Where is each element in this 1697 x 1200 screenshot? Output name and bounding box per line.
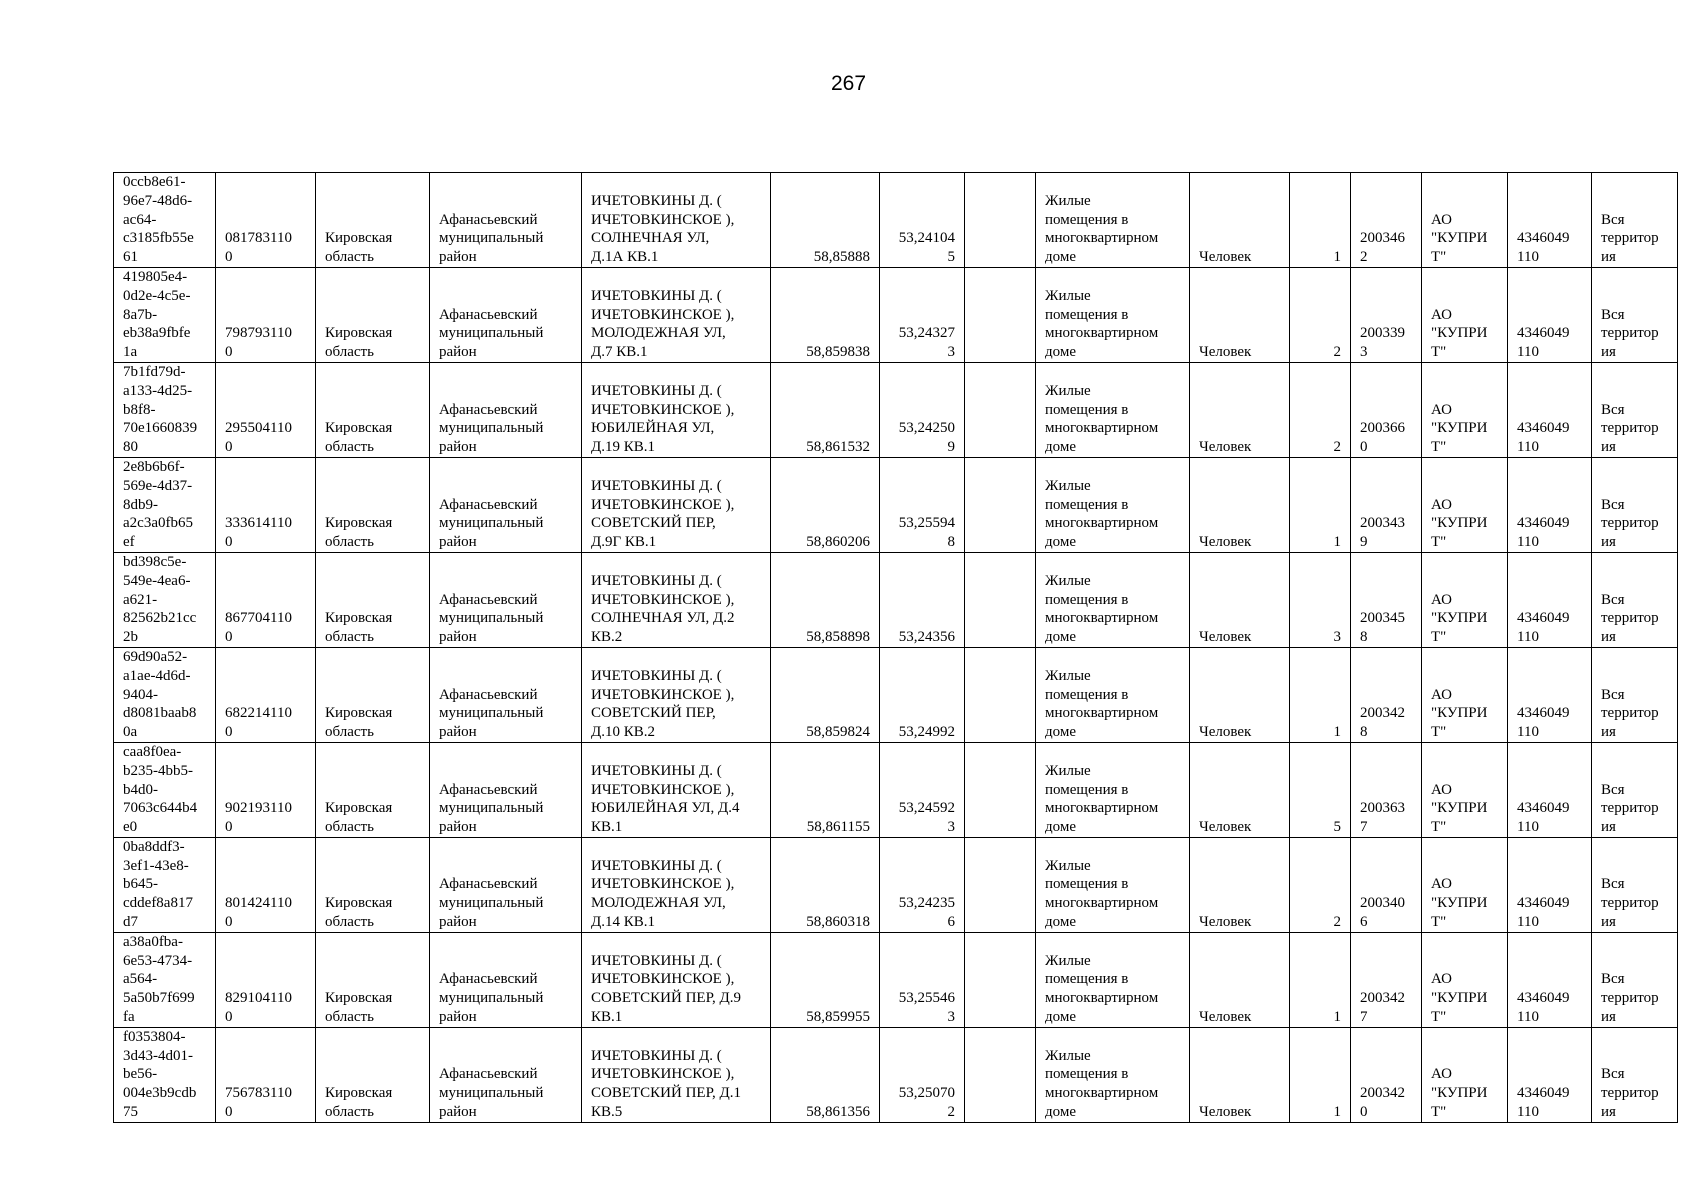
cell-latitude: 58,861532 [771, 362, 880, 457]
cell-count: 2 [1290, 837, 1351, 932]
cell-number: 200345 8 [1351, 552, 1422, 647]
cell-premises-type: Жилые помещения в многоквартирном доме [1036, 837, 1190, 932]
cell-code: 295504110 0 [216, 362, 316, 457]
cell-uuid: 2e8b6b6f- 569e-4d37- 8db9- a2c3a0fb65 ef [114, 457, 216, 552]
cell-empty [965, 362, 1036, 457]
cell-longitude: 53,25594 8 [880, 457, 965, 552]
cell-uuid: 0ba8ddf3- 3ef1-43e8- b645- cddef8a817 d7 [114, 837, 216, 932]
cell-latitude: 58,859838 [771, 267, 880, 362]
cell-territory: Вся территор ия [1592, 173, 1678, 268]
cell-territory: Вся территор ия [1592, 932, 1678, 1027]
cell-empty [965, 457, 1036, 552]
cell-code: 682214110 0 [216, 647, 316, 742]
page-number: 267 [830, 72, 867, 95]
cell-organization: АО "КУПРИ Т" [1422, 932, 1508, 1027]
table-row [114, 742, 1678, 837]
cell-number: 200339 3 [1351, 267, 1422, 362]
cell-code: 801424110 0 [216, 837, 316, 932]
cell-region: Кировская область [316, 552, 430, 647]
cell-latitude: 58,85888 [771, 173, 880, 268]
cell-inn: 4346049 110 [1508, 1027, 1592, 1122]
cell-inn: 4346049 110 [1508, 173, 1592, 268]
cell-premises-type: Жилые помещения в многоквартирном доме [1036, 932, 1190, 1027]
cell-organization: АО "КУПРИ Т" [1422, 552, 1508, 647]
cell-code: 798793110 0 [216, 267, 316, 362]
cell-organization: АО "КУПРИ Т" [1422, 742, 1508, 837]
cell-longitude: 53,25070 2 [880, 1027, 965, 1122]
cell-uuid: f0353804- 3d43-4d01- be56- 004e3b9cdb 75 [114, 1027, 216, 1122]
cell-empty [965, 173, 1036, 268]
cell-uuid: caa8f0ea- b235-4bb5- b4d0- 7063c644b4 e0 [114, 742, 216, 837]
cell-district: Афанасьевский муниципальный район [430, 362, 582, 457]
table-row [114, 837, 1678, 932]
cell-organization: АО "КУПРИ Т" [1422, 173, 1508, 268]
cell-district: Афанасьевский муниципальный район [430, 552, 582, 647]
cell-latitude: 58,860206 [771, 457, 880, 552]
cell-organization: АО "КУПРИ Т" [1422, 457, 1508, 552]
cell-latitude: 58,858898 [771, 552, 880, 647]
cell-uuid: 69d90a52- a1ae-4d6d- 9404- d8081baab8 0a [114, 647, 216, 742]
cell-uuid: a38a0fba- 6e53-4734- a564- 5a50b7f699 fa [114, 932, 216, 1027]
cell-unit: Человек [1190, 457, 1290, 552]
cell-inn: 4346049 110 [1508, 552, 1592, 647]
cell-inn: 4346049 110 [1508, 932, 1592, 1027]
cell-region: Кировская область [316, 457, 430, 552]
cell-longitude: 53,24250 9 [880, 362, 965, 457]
cell-district: Афанасьевский муниципальный район [430, 647, 582, 742]
cell-number: 200342 0 [1351, 1027, 1422, 1122]
cell-count: 2 [1290, 267, 1351, 362]
cell-inn: 4346049 110 [1508, 742, 1592, 837]
cell-district: Афанасьевский муниципальный район [430, 457, 582, 552]
cell-uuid: 0ccb8e61- 96e7-48d6- ac64- c3185fb55e 61 [114, 173, 216, 268]
cell-unit: Человек [1190, 837, 1290, 932]
cell-territory: Вся территор ия [1592, 552, 1678, 647]
cell-code: 333614110 0 [216, 457, 316, 552]
cell-number: 200342 7 [1351, 932, 1422, 1027]
cell-territory: Вся территор ия [1592, 647, 1678, 742]
cell-code: 902193110 0 [216, 742, 316, 837]
table-row [114, 647, 1678, 742]
cell-address: ИЧЕТОВКИНЫ Д. ( ИЧЕТОВКИНСКОЕ ), ЮБИЛЕЙНАЯ УЛ, Д.4 КВ.1 [582, 742, 771, 837]
cell-longitude: 53,24592 3 [880, 742, 965, 837]
cell-unit: Человек [1190, 1027, 1290, 1122]
cell-organization: АО "КУПРИ Т" [1422, 362, 1508, 457]
cell-number: 200366 0 [1351, 362, 1422, 457]
cell-inn: 4346049 110 [1508, 647, 1592, 742]
cell-premises-type: Жилые помещения в многоквартирном доме [1036, 267, 1190, 362]
registry-table [113, 172, 1678, 1123]
cell-region: Кировская область [316, 932, 430, 1027]
cell-unit: Человек [1190, 742, 1290, 837]
cell-territory: Вся территор ия [1592, 837, 1678, 932]
cell-code: 081783110 0 [216, 173, 316, 268]
cell-region: Кировская область [316, 362, 430, 457]
cell-number: 200346 2 [1351, 173, 1422, 268]
cell-code: 829104110 0 [216, 932, 316, 1027]
cell-district: Афанасьевский муниципальный район [430, 173, 582, 268]
cell-code: 867704110 0 [216, 552, 316, 647]
cell-territory: Вся территор ия [1592, 1027, 1678, 1122]
cell-inn: 4346049 110 [1508, 267, 1592, 362]
cell-premises-type: Жилые помещения в многоквартирном доме [1036, 362, 1190, 457]
cell-empty [965, 1027, 1036, 1122]
cell-address: ИЧЕТОВКИНЫ Д. ( ИЧЕТОВКИНСКОЕ ), ЮБИЛЕЙНАЯ УЛ, Д.19 КВ.1 [582, 362, 771, 457]
registry-table-body [114, 173, 1678, 1123]
cell-count: 1 [1290, 647, 1351, 742]
cell-inn: 4346049 110 [1508, 457, 1592, 552]
cell-address: ИЧЕТОВКИНЫ Д. ( ИЧЕТОВКИНСКОЕ ), СОВЕТСКИЙ ПЕР, Д.9 КВ.1 [582, 932, 771, 1027]
cell-unit: Человек [1190, 173, 1290, 268]
cell-inn: 4346049 110 [1508, 362, 1592, 457]
cell-organization: АО "КУПРИ Т" [1422, 837, 1508, 932]
cell-address: ИЧЕТОВКИНЫ Д. ( ИЧЕТОВКИНСКОЕ ), СОВЕТСКИЙ ПЕР, Д.9Г КВ.1 [582, 457, 771, 552]
cell-longitude: 53,24356 [880, 552, 965, 647]
cell-longitude: 53,24992 [880, 647, 965, 742]
cell-address: ИЧЕТОВКИНЫ Д. ( ИЧЕТОВКИНСКОЕ ), СОВЕТСКИЙ ПЕР, Д.10 КВ.2 [582, 647, 771, 742]
table-row [114, 457, 1678, 552]
cell-territory: Вся территор ия [1592, 457, 1678, 552]
cell-code: 756783110 0 [216, 1027, 316, 1122]
cell-premises-type: Жилые помещения в многоквартирном доме [1036, 647, 1190, 742]
cell-number: 200340 6 [1351, 837, 1422, 932]
cell-latitude: 58,860318 [771, 837, 880, 932]
cell-district: Афанасьевский муниципальный район [430, 742, 582, 837]
cell-latitude: 58,859824 [771, 647, 880, 742]
cell-empty [965, 552, 1036, 647]
cell-latitude: 58,861356 [771, 1027, 880, 1122]
table-row [114, 267, 1678, 362]
cell-region: Кировская область [316, 267, 430, 362]
cell-region: Кировская область [316, 837, 430, 932]
cell-uuid: 419805e4- 0d2e-4c5e- 8a7b- eb38a9fbfe 1a [114, 267, 216, 362]
cell-count: 1 [1290, 457, 1351, 552]
cell-territory: Вся территор ия [1592, 362, 1678, 457]
cell-region: Кировская область [316, 1027, 430, 1122]
cell-number: 200343 9 [1351, 457, 1422, 552]
cell-empty [965, 837, 1036, 932]
cell-district: Афанасьевский муниципальный район [430, 837, 582, 932]
cell-empty [965, 647, 1036, 742]
cell-unit: Человек [1190, 267, 1290, 362]
cell-count: 2 [1290, 362, 1351, 457]
cell-count: 1 [1290, 1027, 1351, 1122]
cell-region: Кировская область [316, 173, 430, 268]
cell-district: Афанасьевский муниципальный район [430, 932, 582, 1027]
cell-address: ИЧЕТОВКИНЫ Д. ( ИЧЕТОВКИНСКОЕ ), МОЛОДЕЖНАЯ УЛ, Д.7 КВ.1 [582, 267, 771, 362]
cell-address: ИЧЕТОВКИНЫ Д. ( ИЧЕТОВКИНСКОЕ ), СОЛНЕЧНАЯ УЛ, Д.2 КВ.2 [582, 552, 771, 647]
cell-premises-type: Жилые помещения в многоквартирном доме [1036, 552, 1190, 647]
table-row [114, 552, 1678, 647]
cell-district: Афанасьевский муниципальный район [430, 1027, 582, 1122]
table-row [114, 1027, 1678, 1122]
cell-number: 200342 8 [1351, 647, 1422, 742]
cell-count: 5 [1290, 742, 1351, 837]
cell-region: Кировская область [316, 742, 430, 837]
cell-inn: 4346049 110 [1508, 837, 1592, 932]
cell-address: ИЧЕТОВКИНЫ Д. ( ИЧЕТОВКИНСКОЕ ), СОВЕТСКИЙ ПЕР, Д.1 КВ.5 [582, 1027, 771, 1122]
cell-longitude: 53,24235 6 [880, 837, 965, 932]
cell-territory: Вся территор ия [1592, 267, 1678, 362]
cell-unit: Человек [1190, 647, 1290, 742]
cell-longitude: 53,24104 5 [880, 173, 965, 268]
cell-premises-type: Жилые помещения в многоквартирном доме [1036, 173, 1190, 268]
cell-uuid: bd398c5e- 549e-4ea6- a621- 82562b21cc 2b [114, 552, 216, 647]
cell-empty [965, 742, 1036, 837]
table-row [114, 362, 1678, 457]
cell-latitude: 58,861155 [771, 742, 880, 837]
cell-longitude: 53,25546 3 [880, 932, 965, 1027]
cell-empty [965, 267, 1036, 362]
cell-organization: АО "КУПРИ Т" [1422, 267, 1508, 362]
cell-longitude: 53,24327 3 [880, 267, 965, 362]
cell-latitude: 58,859955 [771, 932, 880, 1027]
cell-unit: Человек [1190, 932, 1290, 1027]
cell-number: 200363 7 [1351, 742, 1422, 837]
cell-address: ИЧЕТОВКИНЫ Д. ( ИЧЕТОВКИНСКОЕ ), СОЛНЕЧНАЯ УЛ, Д.1А КВ.1 [582, 173, 771, 268]
cell-district: Афанасьевский муниципальный район [430, 267, 582, 362]
cell-unit: Человек [1190, 362, 1290, 457]
cell-premises-type: Жилые помещения в многоквартирном доме [1036, 457, 1190, 552]
cell-uuid: 7b1fd79d- a133-4d25- b8f8- 70e1660839 80 [114, 362, 216, 457]
cell-empty [965, 932, 1036, 1027]
cell-count: 1 [1290, 932, 1351, 1027]
cell-organization: АО "КУПРИ Т" [1422, 647, 1508, 742]
cell-organization: АО "КУПРИ Т" [1422, 1027, 1508, 1122]
cell-premises-type: Жилые помещения в многоквартирном доме [1036, 1027, 1190, 1122]
cell-territory: Вся территор ия [1592, 742, 1678, 837]
cell-region: Кировская область [316, 647, 430, 742]
cell-premises-type: Жилые помещения в многоквартирном доме [1036, 742, 1190, 837]
cell-count: 1 [1290, 173, 1351, 268]
cell-unit: Человек [1190, 552, 1290, 647]
cell-address: ИЧЕТОВКИНЫ Д. ( ИЧЕТОВКИНСКОЕ ), МОЛОДЕЖНАЯ УЛ, Д.14 КВ.1 [582, 837, 771, 932]
table-row [114, 173, 1678, 268]
table-row [114, 932, 1678, 1027]
cell-count: 3 [1290, 552, 1351, 647]
